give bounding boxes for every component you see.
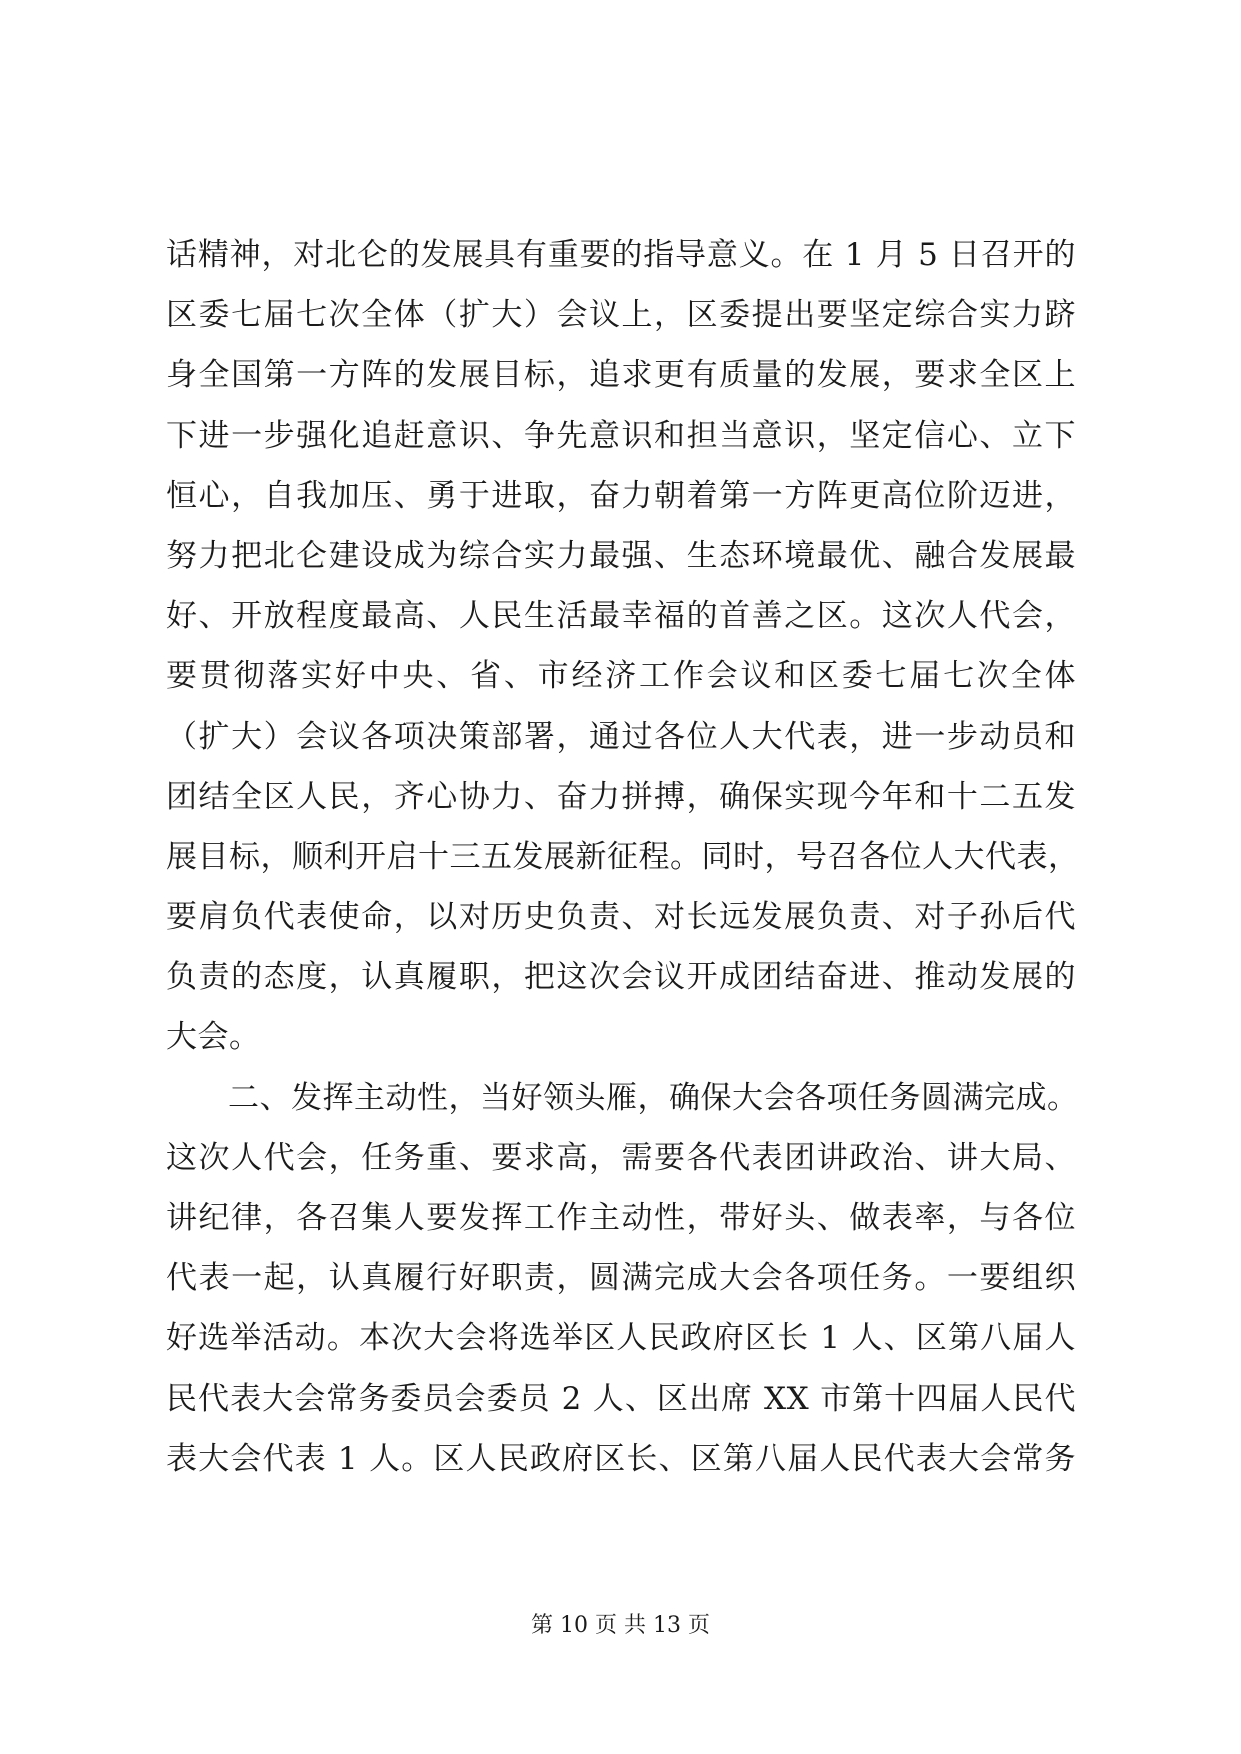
paragraph-line: 好、开放程度最高、人民生活最幸福的首善之区。这次人代会， bbox=[166, 598, 1076, 635]
paragraph-line: 这次人代会，任务重、要求高，需要各代表团讲政治、讲大局、 bbox=[166, 1139, 1076, 1176]
paragraph-line: 代表一起，认真履行好职责，圆满完成大会各项任务。一要组织 bbox=[166, 1260, 1076, 1297]
paragraph-line: 要贯彻落实好中央、省、市经济工作会议和区委七届七次全体 bbox=[166, 658, 1076, 695]
paragraph-line: 民代表大会常务委员会委员 2 人、区出席 XX 市第十四届人民代 bbox=[166, 1380, 1076, 1417]
paragraph-line: 大会。 bbox=[166, 1019, 261, 1056]
paragraph-line: 话精神，对北仑的发展具有重要的指导意义。在 1 月 5 日召开的 bbox=[166, 237, 1076, 273]
paragraph-line: 好选举活动。本次大会将选举区人民政府区长 1 人、区第八届人 bbox=[166, 1320, 1076, 1357]
paragraph-line: 团结全区人民，齐心协力、奋力拼搏，确保实现今年和十二五发 bbox=[166, 778, 1076, 815]
paragraph-line: 下进一步强化追赶意识、争先意识和担当意识，坚定信心、立下 bbox=[166, 417, 1076, 454]
document-body bbox=[166, 225, 1080, 1489]
paragraph-line: （扩大）会议各项决策部署，通过各位人大代表，进一步动员和 bbox=[166, 718, 1076, 755]
paragraph-line: 负责的态度，认真履职，把这次会议开成团结奋进、推动发展的 bbox=[166, 959, 1076, 996]
paragraph-line: 身全国第一方阵的发展目标，追求更有质量的发展，要求全区上 bbox=[166, 357, 1076, 394]
paragraph-line: 展目标，顺利开启十三五发展新征程。同时，号召各位人大代表， bbox=[166, 838, 1080, 875]
paragraph-line: 讲纪律，各召集人要发挥工作主动性，带好头、做表率，与各位 bbox=[166, 1200, 1076, 1236]
page-number-footer: 第 10 页 共 13 页 bbox=[531, 1613, 710, 1638]
section-heading-line: 二、发挥主动性，当好领头雁，确保大会各项任务圆满完成。 bbox=[228, 1079, 1079, 1116]
paragraph-line: 要肩负代表使命，以对历史负责、对长远发展负责、对子孙后代 bbox=[166, 899, 1076, 936]
paragraph-line: 努力把北仑建设成为综合实力最强、生态环境最优、融合发展最 bbox=[166, 537, 1076, 574]
paragraph-line: 区委七届七次全体（扩大）会议上，区委提出要坚定综合实力跻 bbox=[166, 297, 1076, 334]
paragraph-line: 恒心，自我加压、勇于进取，奋力朝着第一方阵更高位阶迈进， bbox=[166, 477, 1076, 514]
paragraph-line: 表大会代表 1 人。区人民政府区长、区第八届人民代表大会常务 bbox=[166, 1440, 1076, 1477]
